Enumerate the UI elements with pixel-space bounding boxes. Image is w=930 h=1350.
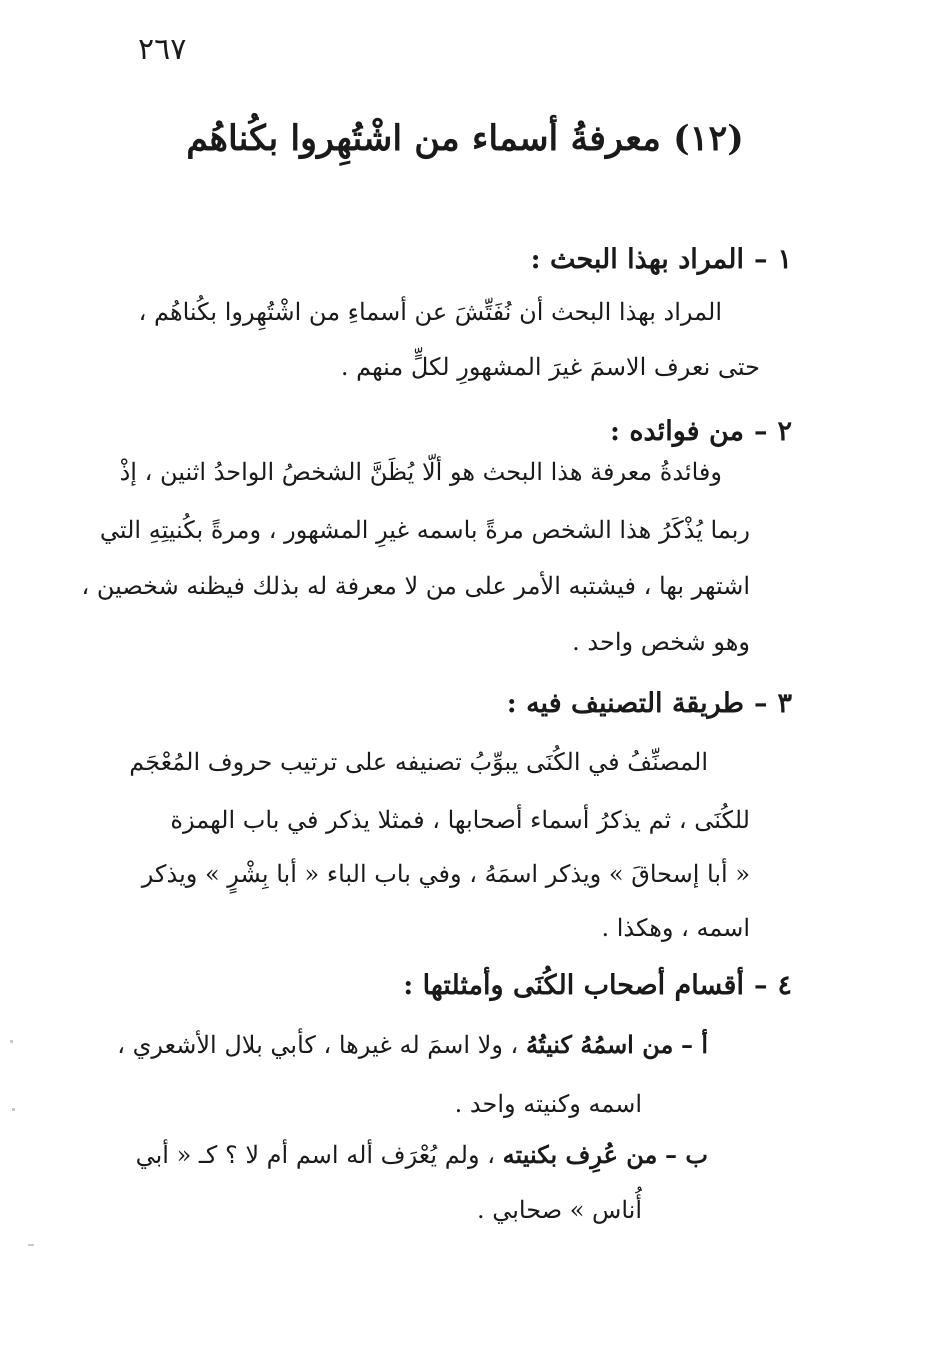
section-3-heading [160, 688, 792, 719]
section-4 [160, 970, 792, 1001]
section-title: طريقة التصنيف فيه : [506, 688, 744, 719]
subitem-text: ، ولم يُعْرَف أله اسم أم لا ؟ كـ « أبي [135, 1141, 495, 1169]
paragraph-line: وفائدةُ معرفة هذا البحث هو ألّا يُظَنَّ الشخصُ الواحدُ اثنين ، إذْ [119, 458, 722, 486]
paragraph-line: اسمه ، وهكذا . [601, 914, 750, 942]
section-number: ٤ [777, 970, 792, 1001]
subitem-letter: أ – [680, 1030, 708, 1059]
section-4-heading [160, 970, 792, 1001]
section-3 [160, 688, 792, 719]
subitem-heading: من اسمُهُ كنيتُهُ [525, 1030, 674, 1059]
subitem-heading: من عُرِف بكنيته [502, 1140, 658, 1169]
subitem-b-line [136, 1140, 708, 1169]
subitem-letter: ب – [665, 1140, 708, 1169]
section-title: من فوائده : [610, 416, 744, 447]
section-2-heading [160, 416, 792, 447]
subitem-continuation: أُناس » صحابي . [476, 1196, 642, 1224]
section-dash: – [753, 244, 768, 275]
paragraph-line: حتى نعرف الاسمَ غيرَ المشهورِ لكلٍّ منهم . [340, 353, 760, 381]
paragraph-line: « أبا إسحاقَ » ويذكر اسمَهُ ، وفي باب الباء « أبا بِشْرٍ » ويذكر [141, 860, 750, 888]
paragraph-line: للكُنَى ، ثم يذكرُ أسماء أصحابها ، فمثلا يذكر في باب الهمزة [170, 806, 750, 834]
section-number: ٣ [777, 688, 792, 719]
scan-speck [12, 1108, 15, 1111]
section-dash: – [753, 416, 768, 447]
section-number: ٢ [777, 416, 792, 447]
page-number: ٢٦٧ [138, 32, 187, 67]
paragraph-line: وهو شخص واحد . [572, 628, 750, 656]
section-2 [160, 416, 792, 447]
subitem-continuation: اسمه وكنيته واحد . [454, 1090, 642, 1118]
subitem-text: ، ولا اسمَ له غيرها ، كأبي بلال الأشعري ، [117, 1031, 519, 1059]
paragraph-line: ربما يُذْكَرُ هذا الشخص مرةً باسمه غيرِ المشهور ، ومرةً بكُنيتِهِ التي [99, 516, 750, 544]
chapter-title: (١٢) معرفةُ أسماء من اشْتُهِروا بكُناهُم [186, 118, 744, 159]
paragraph-line: اشتهر بها ، فيشتبه الأمر على من لا معرفة له بذلك فيظنه شخصين ، [81, 572, 750, 600]
section-1-heading [160, 244, 792, 275]
scan-speck [10, 1040, 13, 1043]
subitem-a-line [117, 1030, 708, 1059]
scan-speck [28, 1244, 34, 1246]
section-dash: – [753, 688, 768, 719]
paragraph-line: المراد بهذا البحث أن نُفَتِّشَ عن أسماءِ من اشْتُهِروا بكُناهُم ، [138, 298, 722, 326]
paragraph-line: المصنِّفُ في الكُنَى يبوِّبُ تصنيفه على ترتيب حروف المُعْجَم [129, 748, 708, 776]
section-title: أقسام أصحاب الكُنَى وأمثلتها : [403, 970, 744, 1001]
section-1 [160, 244, 792, 275]
section-title: المراد بهذا البحث : [530, 244, 744, 275]
section-dash: – [753, 970, 768, 1001]
section-number: ١ [777, 244, 792, 275]
